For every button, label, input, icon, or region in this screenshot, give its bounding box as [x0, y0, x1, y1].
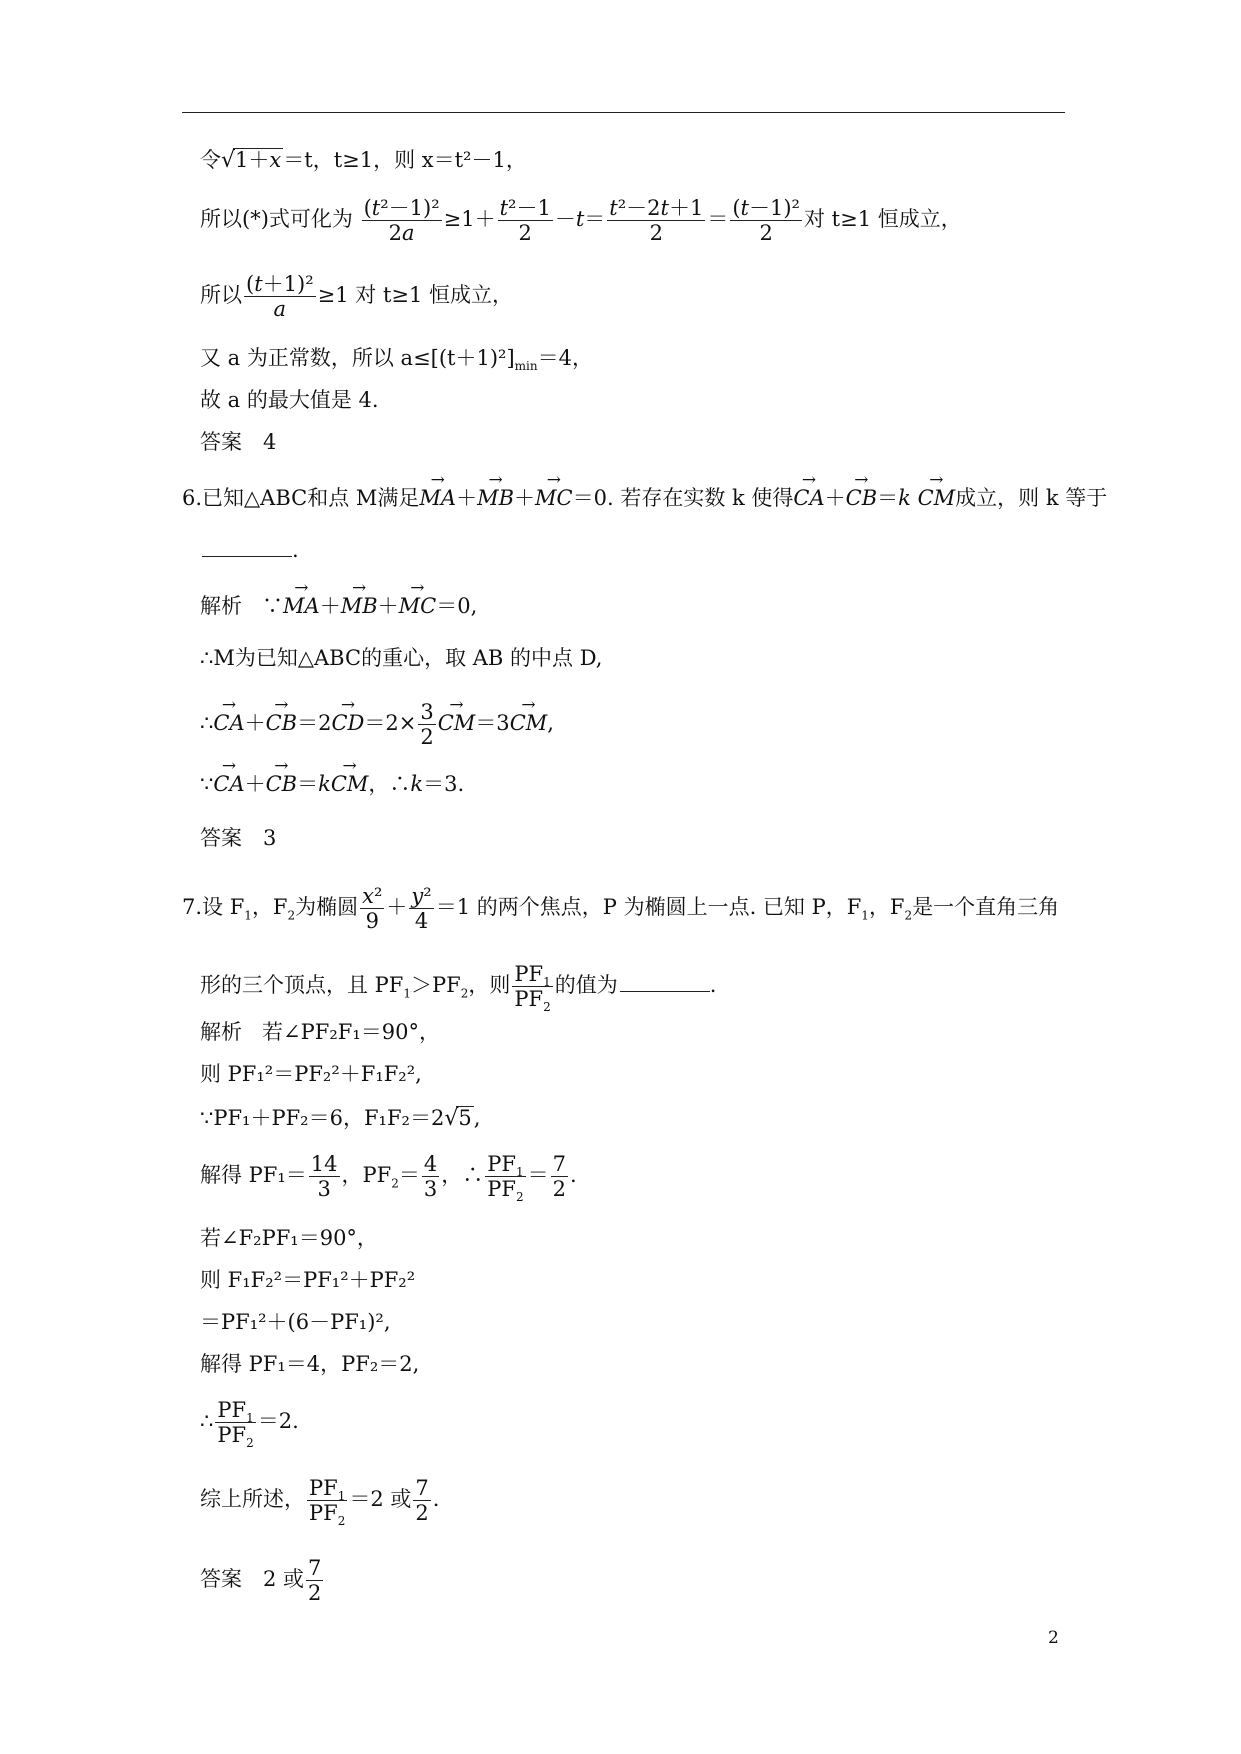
answer-q6: 答案 3 — [200, 826, 277, 850]
q7-solution-3: ∵PF₁＋PF₂＝6，F₁F₂＝2√5, — [200, 1106, 481, 1131]
q7-solution-2: 则 PF₁²＝PF₂²＋F₁F₂², — [200, 1062, 422, 1086]
q7-solution-7: ＝PF₁²＋(6－PF₁)², — [200, 1310, 391, 1334]
q7-solution-10: 综上所述， $\frac{PF_1}{PF_2}$ ＝2 或 $\frac{7}{2}$ . — [200, 1476, 440, 1529]
answer-blank[interactable] — [202, 556, 292, 557]
solution-line-substitution: 令√1＋x＝t，t≥1，则 x＝t²－1， — [200, 148, 527, 173]
q7-solution-8: 解得 PF₁＝4，PF₂＝2, — [200, 1352, 420, 1376]
q7-solution-5: 若∠F₂PF₁＝90°， — [200, 1226, 378, 1250]
answer-blank[interactable] — [620, 991, 710, 992]
q7-solution-6: 则 F₁F₂²＝PF₁²＋PF₂² — [200, 1268, 416, 1292]
header-rule — [182, 112, 1065, 113]
q6-solution-3: ∴→ CA＋→ CB＝2→ CD＝2× $\frac{3}{2}$ → CM＝3→ CM, — [200, 700, 554, 749]
question-7: 7.设 $F_1$，$F_2$为椭圆 $\frac{\text{x²}}{9}$ ＋ $\frac{\text{y²}}{4}$ ＝1 的两个焦点，P 为椭圆上一点. 已知 P，$F_1$，$F_2$是一个直角三角 — [182, 884, 1060, 934]
q6-solution-4: ∵→ CA＋→ CB＝k→ CM，∴k＝3. — [200, 774, 464, 795]
solution-line-inequality: 所以 $\frac{\text{(t＋1)²}}{a}$ ≥1 对 t≥1 恒成立， — [200, 272, 514, 322]
question-6: 6.已知△ABC和点 M满足→ MA＋→ MB＋→ MC＝0. 若存在实数 k 使得→ CA＋→ CB＝k → CM成立，则 k 等于 — [182, 488, 1107, 509]
q7-solution-9: ∴ $\frac{PF_1}{PF_2}$ ＝2. — [200, 1398, 299, 1451]
answer-prev: 答案 4 — [200, 430, 277, 454]
answer-q7: 答案 2 或 $\frac{7}{2}$ — [200, 1556, 322, 1606]
q6-solution-2: ∴M为已知△ABC的重心，取 AB 的中点 D, — [200, 646, 603, 670]
q7-solution-1: 解析 若∠PF₂F₁＝90°， — [200, 1020, 440, 1044]
q7-solution-4: 解得 PF₁＝ $\frac{14}{3}$ ，$PF_2=$ $\frac{4}{3}$ ，∴ $\frac{PF_1}{PF_2}$ ＝ $\frac{7}{2}$ . — [200, 1152, 577, 1205]
solution-line-min: 又 a 为正常数，所以 $a\le[(t+1)^2]_{min}=4$， — [200, 346, 593, 374]
solution-line-conclusion: 故 a 的最大值是 4. — [200, 388, 379, 412]
question-7-line2: 形的三个顶点，且 $PF_1>PF_2$，则 $\frac{PF_1}{PF_2}$ 的值为 . — [200, 962, 717, 1015]
solution-line-transform: 所以(*)式可化为 $\frac{\text{(t²－1)²}}{2a}$ ≥1＋ $\frac{\text{t²－1}}{2}$ －t＝ $\frac{\text{t²－2t＋1}}{2}$ ＝ $\frac{\text{(t－1)²}}{2}$ 对 t≥1 恒成立， — [200, 196, 962, 246]
question-6-blank: . — [200, 540, 299, 561]
page-number: 2 — [1048, 1628, 1059, 1648]
q6-solution-1: 解析 ∵→ MA＋→ MB＋→ MC＝0, — [200, 596, 477, 617]
